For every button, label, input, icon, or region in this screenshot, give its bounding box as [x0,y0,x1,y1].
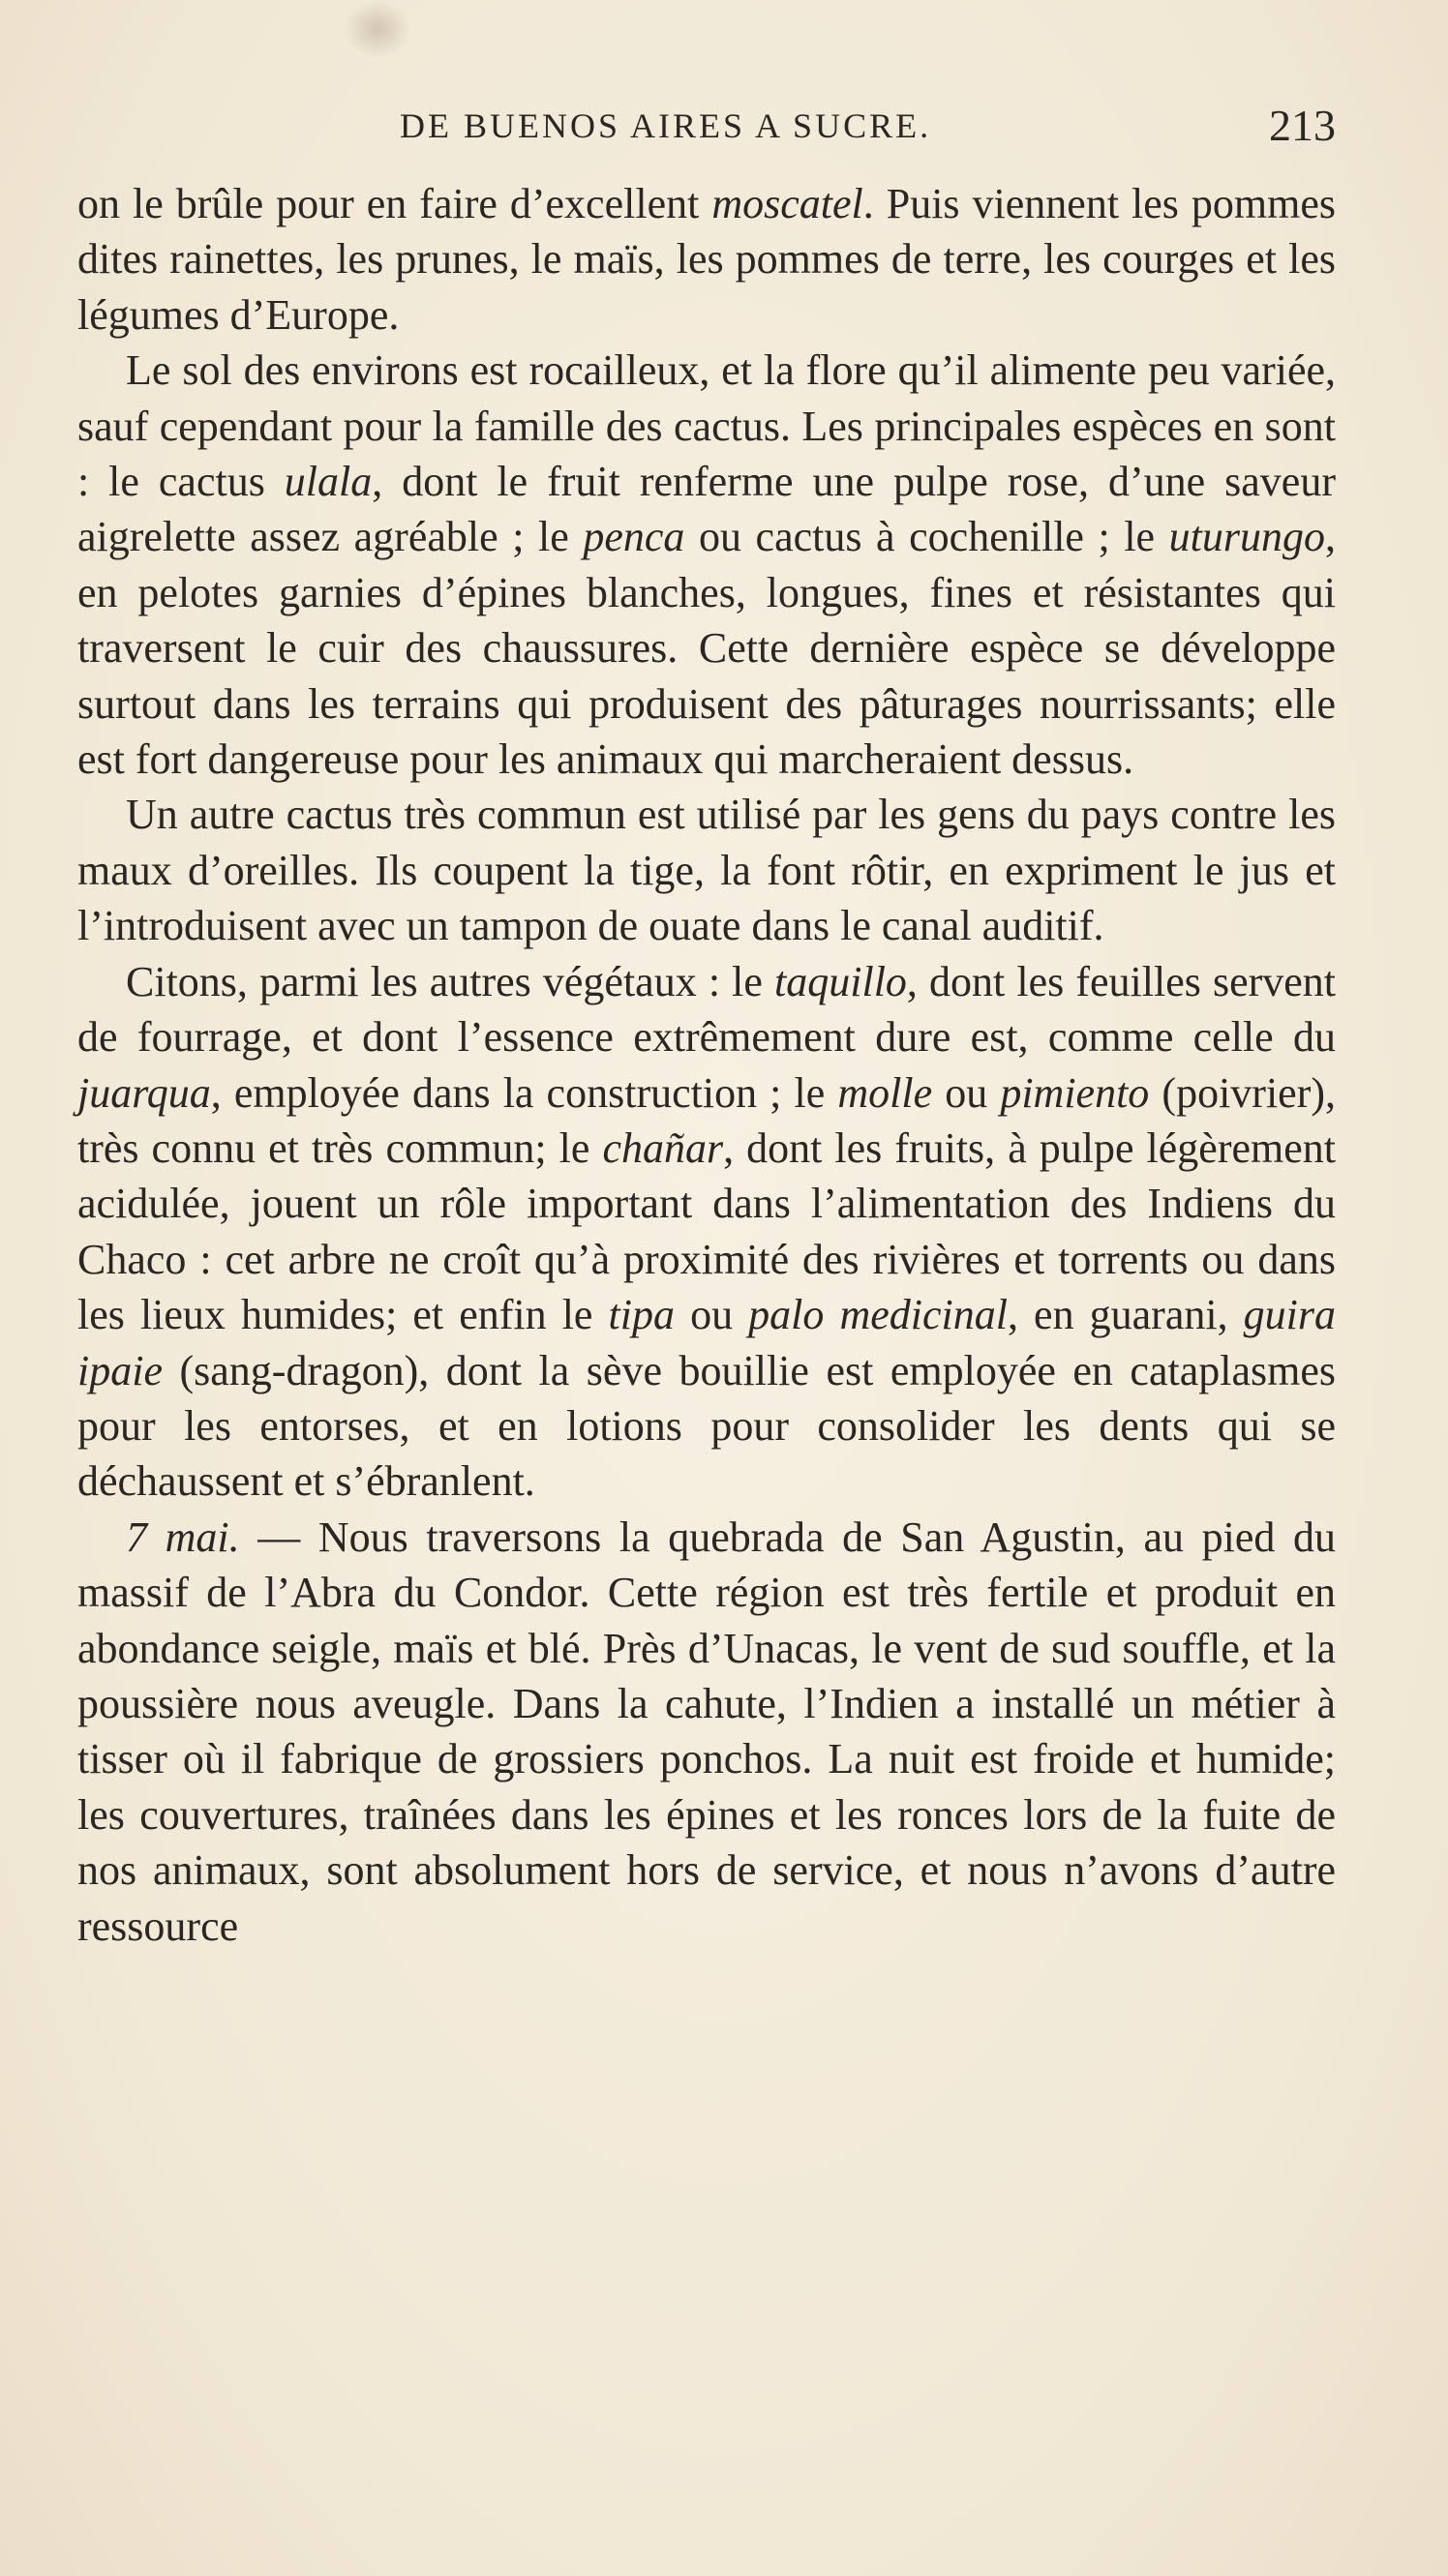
italic-term: penca [583,513,685,561]
paragraph [77,787,1336,953]
body-text [77,176,1336,1954]
text-run: Le sol des environs est rocailleux, et la flore qu’il alimente peu variée, sauf cependant pour la famille des cactus. Les principales espèces en sont : le cactus [77,346,1336,506]
text-run: . Puis viennent les pommes dites rainettes, les prunes, le maïs, les pommes de terre, les courges et les légumes d’Europe. [77,180,1337,339]
italic-term: palo medicinal [748,1291,1008,1339]
paragraph [77,176,1336,343]
text-run: (poivrier), très connu et très commun; le [77,1068,1337,1172]
paragraph [77,1510,1336,1954]
paper-stain [344,0,411,58]
italic-term: ulala [284,458,373,506]
text-run: , dont les fruits, à pulpe légèrement acidulée, jouent un rôle important dans l’alimentation des Indiens du Chaco : cet arbre ne croît qu’à proximité des rivières et torrents ou dans les lieux humides; et enfin le [77,1123,1336,1339]
text-run: , en guarani, [1007,1291,1244,1339]
text-run: — Nous traversons la quebrada de San Agustin, au pied du massif de l’Abra du Condor. Cette région est très fertile et produit en abondance seigle, maïs et blé. Près d’Unacas, le vent de sud souffle, et la poussière nous aveugle. Dans la cahute, l’Indien a installé un métier à tisser où il fabrique de grossiers ponchos. La nuit est froide et humide; les couvertures, traînées dans les épines et les ronces lors de la fuite de nos animaux, sont absolument hors de service, et nous n’avons d’autre ressource [77,1513,1337,1950]
paragraph [77,954,1336,1510]
italic-term: taquillo [774,957,907,1005]
text-run: Citons, parmi les autres végétaux : le [126,957,775,1005]
italic-term: pimiento [1000,1068,1150,1117]
text-run: , dont les feuilles servent de fourrage, et dont l’essence extrêmement dure est, comme celle du [77,957,1337,1062]
text-run: ou cactus à cochenille ; le [684,513,1169,561]
text-run: , dont le fruit renferme une pulpe rose, d’une saveur aigrelette assez agréable ; le [77,458,1336,561]
italic-term: tipa [608,1291,675,1339]
page-header [77,97,1336,155]
text-run: ou [675,1291,749,1339]
italic-term: uturungo [1168,513,1326,561]
italic-term: juarqua [77,1068,211,1117]
italic-term: moscatel [711,180,863,227]
italic-term: chañar [602,1123,724,1172]
paragraph [77,343,1336,787]
italic-term: 7 mai. [126,1513,240,1561]
text-run: (sang-dragon), dont la sève bouillie est employée en cataplasmes pour les entorses, et en lotions pour consolider les dents qui se déchaussent et s’ébranlent. [77,1346,1336,1506]
running-head: DE BUENOS AIRES A SUCRE. [400,106,932,145]
text-run: Un autre cactus très commun est utilisé par les gens du pays contre les maux d’oreilles. Ils coupent la tige, la font rôtir, en expriment le jus et l’introduisent avec un tampon de ouate dans le canal auditif. [77,791,1336,950]
text-run: , en pelotes garnies d’épines blanches, longues, fines et résistantes qui traversent le cuir des chaussures. Cette dernière espèce se développe surtout dans les terrains qui produisent des pâturages nourrissants; elle est fort dangereuse pour les animaux qui marcheraient dessus. [77,513,1337,784]
text-run: , employée dans la construction ; le [210,1068,838,1117]
page-number: 213 [1269,101,1336,150]
text-run: on le brûle pour en faire d’excellent [77,180,712,227]
italic-term: molle [837,1068,933,1117]
italic-term: guira ipaie [77,1291,1337,1394]
text-run: ou [932,1068,1001,1117]
